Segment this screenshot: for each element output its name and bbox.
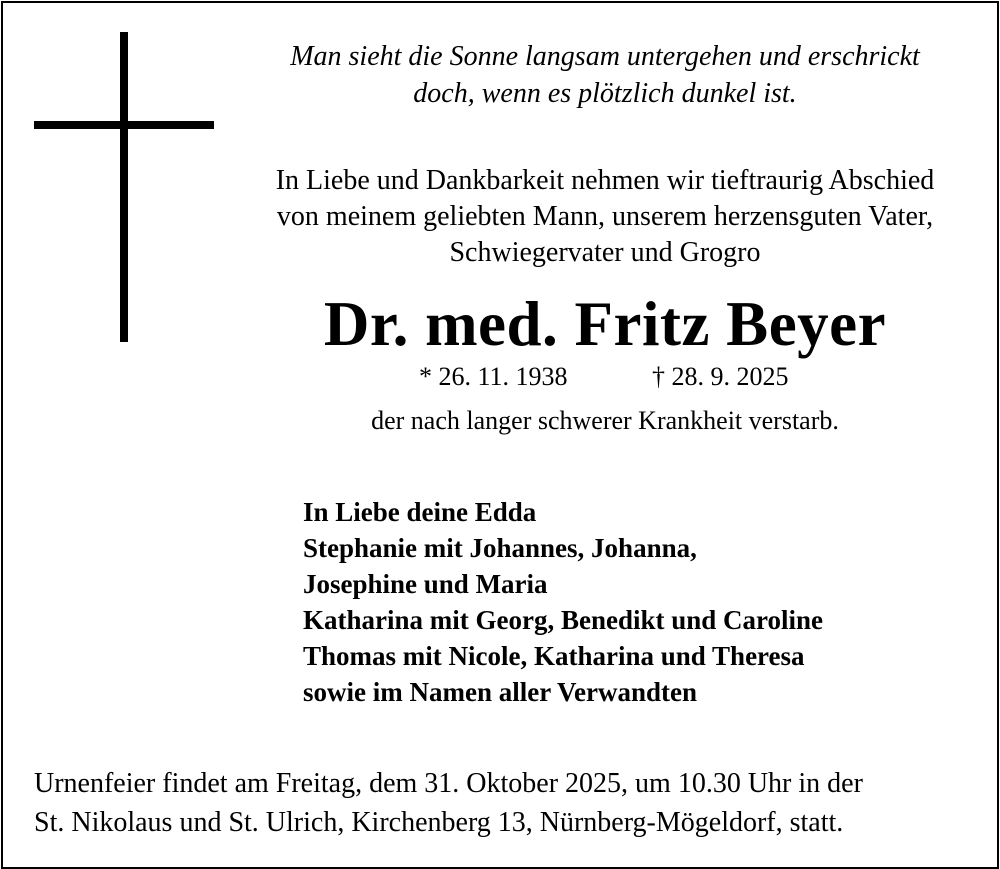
intro-line-1: In Liebe und Dankbarkeit nehmen wir tieftraurig Abschied — [275, 165, 935, 196]
motto-line-2: doch, wenn es plötzlich dunkel ist. — [413, 78, 797, 109]
family-line: Thomas mit Nicole, Katharina und Theresa — [303, 641, 805, 671]
intro-line-2: von meinem geliebten Mann, unserem herzensguten Vater, — [276, 201, 934, 232]
cross-horizontal-bar — [34, 121, 214, 129]
family-list — [303, 494, 963, 710]
cross-vertical-bar — [120, 32, 128, 342]
family-line: Stephanie mit Johannes, Johanna, — [303, 533, 697, 563]
service-line-2: St. Nikolaus und St. Ulrich, Kirchenberg 13, Nürnberg-Mögeldorf, statt. — [34, 807, 844, 838]
motto-quote — [240, 38, 970, 112]
service-line-1: Urnenfeier findet am Freitag, dem 31. Oktober 2025, um 10.30 Uhr in der — [34, 768, 863, 799]
closing-text: der nach langer schwerer Krankheit verstarb. — [371, 406, 839, 435]
family-line: sowie im Namen aller Verwandten — [303, 677, 697, 707]
family-line: In Liebe deine Edda — [303, 497, 537, 527]
intro-text — [210, 163, 1000, 271]
family-line: Josephine und Maria — [303, 569, 548, 599]
service-notice — [34, 764, 984, 842]
death-date: † 28. 9. 2025 — [652, 362, 789, 391]
birth-date: * 26. 11. 1938 — [419, 362, 568, 391]
intro-line-3: Schwiegervater und Grogro — [449, 237, 761, 268]
family-line: Katharina mit Georg, Benedikt und Caroline — [303, 605, 824, 635]
deceased-name: Dr. med. Fritz Beyer — [323, 289, 887, 359]
cross-icon — [34, 32, 214, 342]
motto-line-1: Man sieht die Sonne langsam untergehen und erschrickt — [290, 41, 920, 72]
